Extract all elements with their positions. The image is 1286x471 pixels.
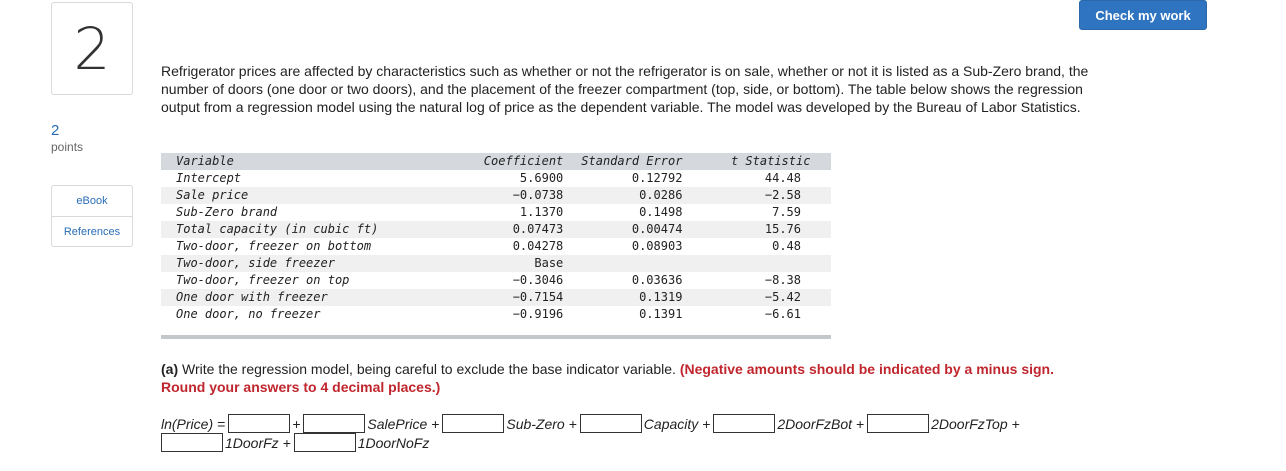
resource-buttons — [51, 185, 133, 247]
t-statistic-cell — [710, 255, 831, 272]
check-my-work-button[interactable]: Check my work — [1079, 0, 1207, 30]
two-door-fz-bot-coefficient-input[interactable] — [713, 414, 775, 433]
term-1door-fz: 1DoorFz + — [225, 434, 291, 451]
variable-cell: Intercept — [176, 171, 242, 185]
table-header-row — [161, 153, 831, 170]
table-row — [161, 255, 831, 272]
t-statistic-cell: −8.38 — [764, 273, 801, 287]
standard-error-cell: 0.08903 — [631, 239, 683, 253]
coefficient-cell: −0.0738 — [458, 187, 581, 204]
variable-cell: Sale price — [161, 187, 458, 204]
header-t-statistic: t Statistic — [710, 153, 831, 170]
standard-error-cell: 0.03636 — [631, 273, 683, 287]
term-1door-no-fz: 1DoorNoFz — [357, 434, 430, 451]
term-2door-fz-top: 2DoorFzTop + — [931, 415, 1020, 432]
coefficient-cell: −0.9196 — [512, 307, 564, 321]
coefficient-cell: 5.6900 — [519, 171, 564, 185]
equation-row-1 — [161, 414, 1023, 433]
coefficient-cell: 1.1370 — [519, 205, 564, 219]
t-statistic-cell: −5.42 — [710, 289, 831, 306]
intercept-input[interactable] — [228, 414, 290, 433]
variable-cell: Two-door, freezer on top — [176, 273, 350, 287]
coefficient-cell: 0.04278 — [512, 239, 564, 253]
regression-table — [161, 153, 831, 323]
equation-plus: + — [292, 415, 301, 432]
sub-zero-coefficient-input[interactable] — [442, 414, 504, 433]
term-sub-zero: Sub-Zero + — [506, 415, 577, 432]
two-door-fz-top-coefficient-input[interactable] — [867, 414, 929, 433]
part-a-label: (a) — [161, 361, 179, 377]
coefficient-cell: Base — [458, 255, 581, 272]
variable-cell: Two-door, freezer on bottom — [176, 239, 372, 253]
table-row — [161, 272, 831, 289]
table-row — [161, 204, 831, 221]
table-row — [161, 170, 831, 187]
references-button[interactable]: References — [52, 216, 132, 246]
equation-row-2 — [161, 433, 432, 452]
sale-price-coefficient-input[interactable] — [303, 414, 365, 433]
variable-cell: Sub-Zero brand — [176, 205, 278, 219]
ebook-button[interactable]: eBook — [76, 195, 108, 207]
regression-table-container — [161, 153, 831, 339]
standard-error-cell — [581, 255, 710, 272]
one-door-no-fz-coefficient-input[interactable] — [294, 433, 356, 452]
header-standard-error: Standard Error — [581, 153, 710, 170]
term-2door-fz-bot: 2DoorFzBot + — [777, 415, 865, 432]
points-label: points — [51, 140, 84, 154]
coefficient-cell: 0.07473 — [458, 221, 581, 238]
table-row — [161, 238, 831, 255]
table-row — [161, 289, 831, 306]
question-text: Refrigerator prices are affected by characteristics such as whether or not the refrigerator is on sale, whether or not it is listed as a Sub-Zero brand, the number of doors (one door or two doors), and the placement of the freezer compartment (top, side, or bottom). The table below shows the regression output from a regression model using the natural log of price as the dependent variable. The model was developed by the Bureau of Labor Statistics. — [161, 63, 1089, 115]
one-door-fz-coefficient-input[interactable] — [161, 433, 223, 452]
question-number-box — [51, 2, 133, 95]
term-sale-price: SalePrice + — [367, 415, 440, 432]
variable-cell: Total capacity (in cubic ft) — [161, 221, 458, 238]
variable-cell: Two-door, side freezer — [161, 255, 458, 272]
variable-cell: One door with freezer — [161, 289, 458, 306]
header-coefficient: Coefficient — [458, 153, 581, 170]
coefficient-cell: −0.7154 — [458, 289, 581, 306]
standard-error-cell: 0.12792 — [631, 171, 683, 185]
part-a-text: Write the regression model, being careful to exclude the base indicator variable. — [178, 361, 680, 377]
standard-error-cell: 0.0286 — [581, 187, 710, 204]
capacity-coefficient-input[interactable] — [580, 414, 642, 433]
table-bottom-rule — [161, 323, 831, 339]
points-value: 2 — [51, 122, 60, 139]
coefficient-cell: −0.3046 — [512, 273, 564, 287]
t-statistic-cell: 0.48 — [772, 239, 801, 253]
t-statistic-cell: −2.58 — [710, 187, 831, 204]
t-statistic-cell: 7.59 — [772, 205, 801, 219]
t-statistic-cell: 44.48 — [764, 171, 801, 185]
question-number: 2 — [73, 14, 111, 83]
part-a-instruction: (Negative amounts should be indicated by a minus sign. Round your answers to 4 decimal places.) — [161, 361, 1054, 395]
t-statistic-cell: 15.76 — [710, 221, 831, 238]
t-statistic-cell: −6.61 — [764, 307, 801, 321]
standard-error-cell: 0.1391 — [639, 307, 683, 321]
table-row — [161, 187, 831, 204]
standard-error-cell: 0.1319 — [581, 289, 710, 306]
term-capacity: Capacity + — [643, 415, 711, 432]
part-a-prompt — [161, 360, 1101, 396]
equation-lhs: ln(Price) = — [161, 415, 226, 432]
header-variable: Variable — [161, 153, 458, 170]
standard-error-cell: 0.00474 — [581, 221, 710, 238]
table-row — [161, 306, 831, 323]
variable-cell: One door, no freezer — [176, 307, 321, 321]
standard-error-cell: 0.1498 — [639, 205, 683, 219]
table-row — [161, 221, 831, 238]
